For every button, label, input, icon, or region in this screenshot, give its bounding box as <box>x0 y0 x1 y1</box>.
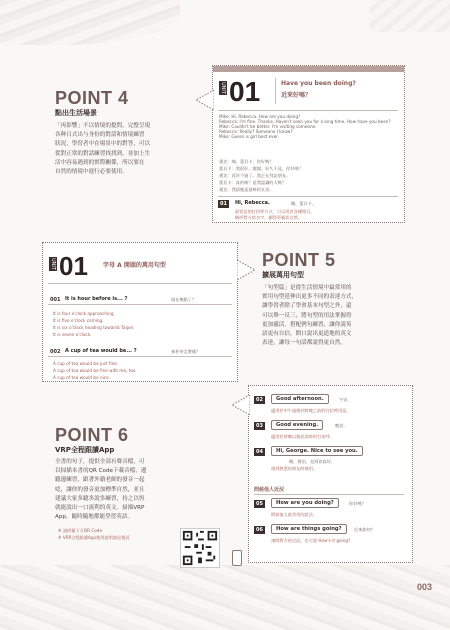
phrase-pill: Hi, George. Nice to see you. <box>271 446 363 456</box>
phrase-note: 詢問對方的近況，也可說 How's it going? <box>271 538 351 543</box>
unit-number: 01 <box>59 251 88 281</box>
unit-number: 01 <box>229 76 261 107</box>
sentence-pattern-box <box>42 242 238 382</box>
example-line: It is five o'clock coming. <box>53 318 104 323</box>
pattern-text: A cup of tea would be... ? <box>65 348 137 354</box>
point5-subtitle: 擴展萬用句型 <box>262 271 304 279</box>
point4-title: POINT 4 <box>55 88 129 108</box>
marble-decoration <box>0 0 180 45</box>
pattern-text: It is hour before is... ? <box>65 296 128 302</box>
pattern-translation: 現在幾點了？ <box>171 297 197 302</box>
question-text: Have you been doing? <box>281 80 356 87</box>
point5-body: 「句型篇」是從生活情境中最常用的 實用句型延伸出更多不同的表達方式， 讓學習者除了學會基本句型之外，還 可以舉一反三，將句型的用法掌握得 更加靈活。搭配例句練習，讓你說英 語更有自信，開口說出更道地的英文 表達，讓每一句話都說得更自然。 <box>262 285 358 347</box>
translation-list: 邁克：嗨，蕾貝卡，你好嗎？ 蕾貝卡：我很好，謝謝。好久不見，你好嗎？ 邁克：再好不過了。我正在拜訪朋友。 蕾貝卡：真的嗎？是我認識的人嗎？ 邁克：我猜她是最棒的女孩。 <box>219 159 303 192</box>
phrase-text: Hi, Rebecca. <box>235 200 270 206</box>
top-bar <box>213 66 404 72</box>
pointer-arrow <box>237 260 255 280</box>
phrase-number: 03 <box>256 423 263 429</box>
phrase-number: 01 <box>220 201 227 207</box>
greeting-phrases-box <box>248 385 413 563</box>
phrase-translation: 嗨，喬治，見到你真好。 <box>289 459 336 464</box>
example-line: It is six o'clock heading towards Taipei. <box>53 325 135 330</box>
phrase-pill: Good afternoon. <box>271 394 329 404</box>
example-line: A cup of tea would be fine with me, too. <box>53 368 137 373</box>
marble-decoration <box>0 565 450 630</box>
dialog-line: Mike: Couldn't be better. I'm visiting someone. <box>219 124 317 129</box>
phrase-pill: How are things going? <box>271 524 347 534</box>
pointer-arrow <box>196 90 214 110</box>
phrase-number: 06 <box>256 527 263 533</box>
phrase-note: 適用於中午過後到傍晚之前的打招呼用語。 <box>271 408 351 413</box>
phrase-translation: 晚安。 <box>335 423 348 428</box>
phrase-pill: Good evening. <box>271 420 323 430</box>
example-line: A cup of tea would be just fine. <box>53 361 119 366</box>
point6-body: 全書的句子，提供全部有聲音檔，可 以掃描本書的QR Code下載音檔，邊 聽邊練習，跟著外籍老師的發音一起 唸，讓你的發音更加標準自然，並且 建議大家多聽多說多練習，持之以恆 就能說出一口流利的英文。掃描VRP App，隨時隨地都能學習英語。 <box>55 459 147 521</box>
phone-icon <box>232 550 242 566</box>
phrase-note: 稱呼對方的名字，顯得更親切自然。 <box>235 215 303 220</box>
point6-subtitle: VRP全程跟讀App <box>55 446 115 454</box>
phrase-note: 遇到熟悉的朋友時使用。 <box>271 466 318 471</box>
dialog-line: Mike: Guess is girl best ever. <box>219 134 279 139</box>
pattern-number: 001 <box>50 297 61 303</box>
point6-title: POINT 6 <box>55 425 129 445</box>
pattern-header: 字母 A 開頭的萬用句型 <box>103 262 166 269</box>
pattern-translation: 來杯茶怎麼樣？ <box>171 349 201 354</box>
example-line: It is seven o'clock. <box>53 332 92 337</box>
phrase-number: 02 <box>256 397 263 403</box>
example-line: A cup of tea would be nice. <box>53 375 111 380</box>
dialog-line: Rebecca: I'm fine. Thanks. Haven't seen you for a long time. How have you been? <box>219 119 391 124</box>
pointer-arrow <box>232 395 250 415</box>
phrase-translation: 午安。 <box>339 397 352 402</box>
phrase-note: 最常見的打招呼方式，可以用於各種場合。 <box>235 209 315 214</box>
question-translation: 近來好嗎？ <box>281 92 312 99</box>
note-line: ※ 請掃描下方QR Code <box>58 528 103 533</box>
phrase-note: 問候他人最常用的說法。 <box>271 512 318 517</box>
point5-title: POINT 5 <box>262 250 336 270</box>
qr-code[interactable] <box>180 528 220 568</box>
marble-decoration <box>370 0 450 32</box>
phrase-number: 04 <box>256 449 263 455</box>
unit-label: UNIT <box>220 82 226 94</box>
phrase-translation: 近來如何？ <box>354 527 375 532</box>
point4-body: 「再影響」不以情境的提問，完整呈現 各种日式出与身份的對話和情境練習 狀況，學習者中在場景中的對答，可以 從對正常的對話練習找找到，並加上生 活中容易遇到的實際關係，所以要在 自然的情境中進行必要使用。 <box>55 123 151 176</box>
phrase-note: 適用於傍晚以後見面時的打招呼。 <box>271 434 334 439</box>
pattern-number: 002 <box>50 349 61 355</box>
dialog-sample-box <box>212 65 405 223</box>
unit-label: UNIT <box>50 258 56 270</box>
phrase-number: 05 <box>256 501 263 507</box>
page-number: 003 <box>416 582 432 592</box>
phrase-pill: How are you doing? <box>271 498 339 508</box>
phrase-translation: 你好嗎？ <box>349 501 366 506</box>
dialog-list <box>219 114 399 139</box>
note-line: ※ VRP全程跟讀App使用說明請見後頁 <box>58 535 130 540</box>
section-header: 問候他人近況 <box>254 487 285 493</box>
question-block <box>275 78 395 104</box>
example-line: It is four o'clock approaching. <box>53 311 115 316</box>
dialog-line: Mike: Hi, Rebecca. How are you doing? <box>219 114 301 119</box>
point4-subtitle: 點出生活場景 <box>55 109 97 117</box>
dialog-line: Rebecca: Really? Someone I know? <box>219 129 293 134</box>
phrase-translation: 嗨，蕾貝卡。 <box>291 201 317 206</box>
